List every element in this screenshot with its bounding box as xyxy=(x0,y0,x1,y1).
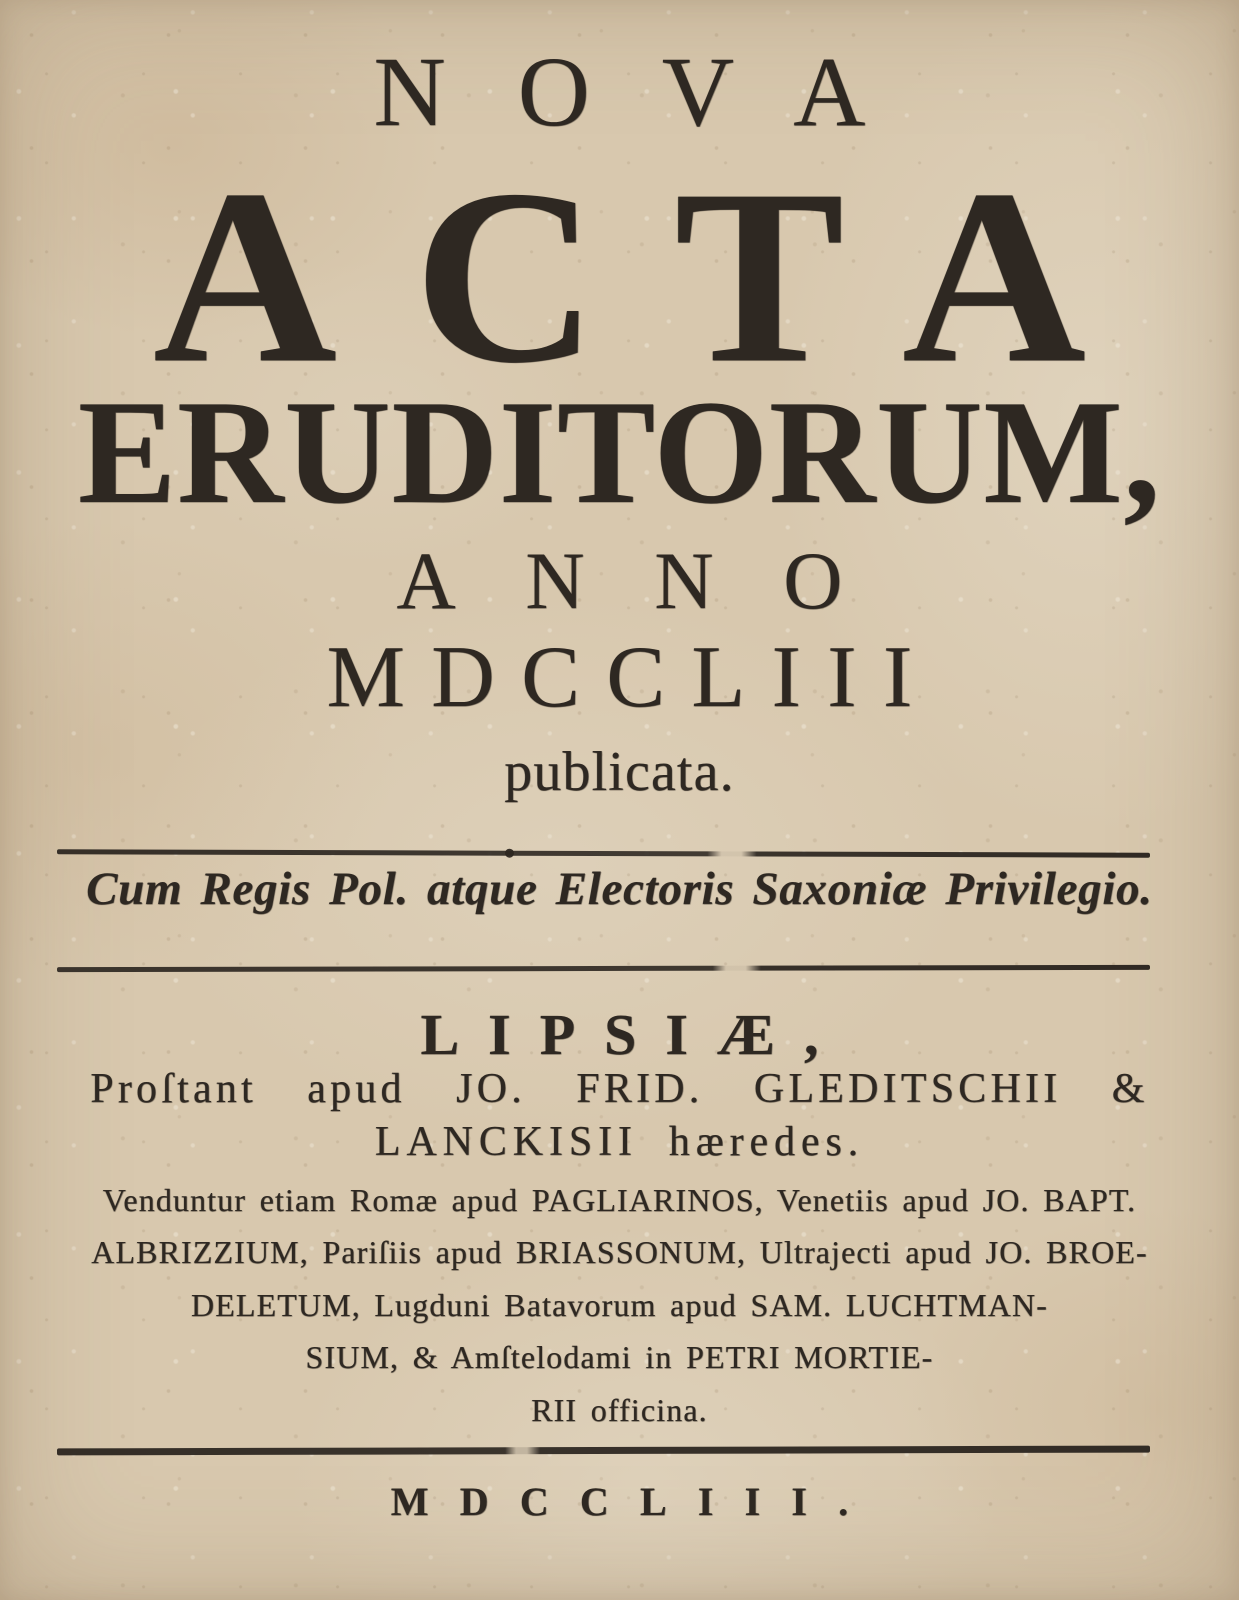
distribution-line: ALBRIZZIUM, Pariſiis apud BRIASSONUM, Ultrajecti apud JO. BROE- xyxy=(91,1234,1148,1271)
distribution-line: RII officina. xyxy=(531,1391,708,1428)
subject-title: ERUDITORUM, xyxy=(77,370,1162,535)
imprint-city: LIPSIÆ, xyxy=(420,1002,848,1067)
publicata-label: publicata. xyxy=(504,741,735,803)
main-title: ACTA xyxy=(152,138,1163,416)
distribution-statement xyxy=(0,1174,1239,1436)
distribution-line: DELETUM, Lugduni Batavorum apud SAM. LUCHTMAN- xyxy=(191,1286,1048,1323)
publisher-line-1: Proſtant apud JO. FRID. GLEDITSCHII & xyxy=(90,1066,1149,1112)
horizontal-rule-middle xyxy=(57,965,1150,972)
rule-ink-dot xyxy=(505,849,514,858)
anno-label: ANNO xyxy=(396,535,913,626)
privilege-statement: Cum Regis Pol. atque Electoris Saxoniæ Privilegio. xyxy=(86,863,1153,915)
year-roman-numeral: MDCCLIII xyxy=(326,629,939,726)
series-title: NOVA xyxy=(373,36,938,147)
publisher-line-2: LANCKISII hæredes. xyxy=(374,1119,865,1165)
horizontal-rule-top xyxy=(57,849,1150,857)
imprint-year: MDCCLIII. xyxy=(390,1479,880,1524)
distribution-line: Venduntur etiam Romæ apud PAGLIARINOS, Venetiis apud JO. BAPT. xyxy=(102,1182,1137,1218)
distribution-line: SIUM, & Amſtelodami in PETRI MORTIE- xyxy=(305,1339,934,1376)
horizontal-rule-bottom xyxy=(57,1446,1150,1456)
